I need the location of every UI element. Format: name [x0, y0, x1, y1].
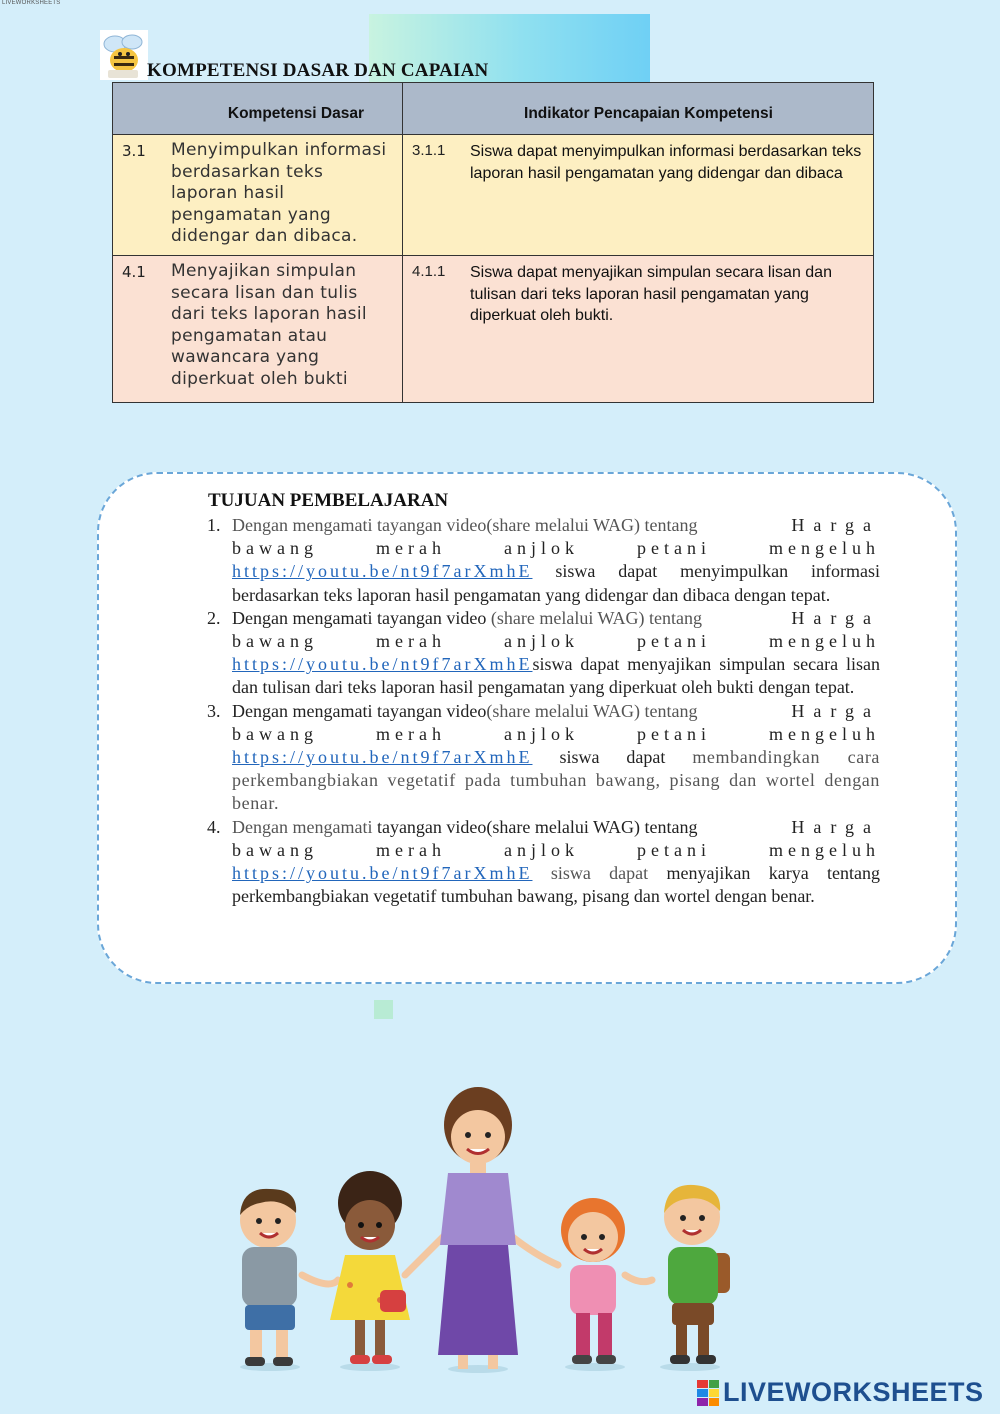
- kd-number: 3.1: [122, 142, 146, 160]
- goal-number: 2.: [207, 607, 221, 628]
- goal-topic-line: [232, 630, 880, 653]
- topic-word: merah: [376, 839, 446, 860]
- topic-word: petani: [637, 631, 711, 652]
- indicator-number: 3.1.1: [412, 142, 446, 159]
- topic-word: petani: [637, 538, 711, 559]
- goal-rest-detail: membandingkan cara perkembangbiakan vegetatif pada tumbuhan bawang, pisang dan wortel dengan benar.: [232, 747, 881, 814]
- topic-word: anjlok: [504, 723, 579, 744]
- goal-rest: siswa dapat: [550, 863, 649, 884]
- goal-topic-start: Harga: [791, 607, 880, 628]
- topic-word: bawang: [232, 839, 318, 860]
- goal-topic-line: [232, 723, 880, 746]
- goal-item: [207, 607, 880, 700]
- video-link[interactable]: https://youtu.be/nt9f7arXmhE: [232, 863, 533, 884]
- goal-intro: Dengan mengamati tayangan video: [232, 700, 487, 721]
- goal-item: [207, 700, 880, 816]
- goal-item: [207, 514, 880, 607]
- goals-title: TUJUAN PEMBELAJARAN: [208, 490, 449, 511]
- table-header-row: [113, 83, 874, 135]
- column-header-kompetensi-dasar: Kompetensi Dasar: [113, 83, 403, 135]
- goal-topic-start: Harga: [791, 816, 880, 837]
- goal-topic-start: Harga: [791, 700, 880, 721]
- indicator-cell: [403, 256, 874, 403]
- goal-item: [207, 816, 880, 909]
- topic-word: bawang: [232, 538, 318, 559]
- indicator-number: 4.1.1: [412, 263, 446, 280]
- goal-intro-share: tayangan video(share melalui WAG) tentang: [376, 816, 698, 837]
- kd-cell: [113, 135, 403, 256]
- indicator-text: Siswa dapat menyajikan simpulan secara lisan dan tulisan dari teks laporan hasil pengamatan yang diperkuat oleh bukti.: [470, 264, 832, 325]
- topic-word: bawang: [232, 723, 318, 744]
- topic-word: anjlok: [504, 631, 579, 652]
- topic-word: bawang: [232, 631, 318, 652]
- goal-topic-line: [232, 839, 880, 862]
- goal-number: 1.: [207, 515, 221, 535]
- table-row: [113, 256, 874, 403]
- topic-word: mengeluh: [769, 723, 880, 744]
- liveworksheets-brand: [697, 1377, 984, 1408]
- video-link[interactable]: https://youtu.be/nt9f7arXmhE: [232, 747, 533, 768]
- child-girl-redhead: [561, 1198, 625, 1364]
- top-watermark: LIVEWORKSHEETS: [2, 0, 61, 6]
- kd-cell: [113, 256, 403, 403]
- topic-word: merah: [376, 723, 446, 744]
- decorative-square: [374, 1000, 393, 1019]
- video-link[interactable]: https://youtu.be/nt9f7arXmhE: [232, 654, 533, 675]
- goal-rest: siswa dapat menyajikan simpulan secara lisan dan tulisan dari teks laporan hasil pengamatan yang diperkuat oleh bukti dengan tepat.: [232, 654, 880, 698]
- brand-name: LIVEWORKSHEETS: [723, 1377, 984, 1407]
- goal-intro-share: (share melalui WAG) tentang: [490, 607, 703, 628]
- topic-word: mengeluh: [769, 631, 880, 652]
- goal-intro: Dengan mengamati tayangan video(share melalui WAG) tentang: [232, 515, 698, 535]
- kd-number: 4.1: [122, 263, 146, 281]
- topic-word: anjlok: [504, 839, 579, 860]
- goal-intro: Dengan mengamati tayangan video: [232, 607, 487, 628]
- topic-word: mengeluh: [769, 538, 880, 559]
- goal-number: 3.: [207, 700, 221, 721]
- kd-text: Menyajikan simpulan secara lisan dan tulis dari teks laporan hasil pengamatan atau wawancara yang diperkuat oleh bukti: [171, 261, 367, 389]
- section-title: KOMPETENSI DASAR DAN CAPAIAN: [147, 60, 489, 81]
- child-boy-left: [240, 1189, 297, 1366]
- competency-table: [112, 82, 874, 403]
- table-row: [113, 135, 874, 256]
- child-boy-right: [664, 1185, 730, 1364]
- topic-word: mengeluh: [769, 839, 880, 860]
- goal-topic-line: [232, 537, 880, 560]
- child-girl-curly: [330, 1171, 410, 1364]
- topic-word: petani: [637, 839, 711, 860]
- indicator-cell: [403, 135, 874, 256]
- teacher-and-children-illustration: [220, 1085, 750, 1375]
- bee-icon: [100, 30, 148, 80]
- teacher: [438, 1087, 518, 1369]
- kd-text: Menyimpulkan informasi berdasarkan teks laporan hasil pengamatan yang didengar dan dibaca.: [171, 140, 387, 247]
- indicator-text: Siswa dapat menyimpulkan informasi berdasarkan teks laporan hasil pengamatan yang didengar dan dibaca: [470, 143, 862, 182]
- video-link[interactable]: https://youtu.be/nt9f7arXmhE: [232, 561, 533, 582]
- column-header-indikator: Indikator Pencapaian Kompetensi: [403, 83, 874, 135]
- goal-rest-detail: menyajikan karya tentang perkembangbiakan vegetatif tumbuhan bawang, pisang dan wortel dengan benar.: [232, 863, 881, 907]
- topic-word: merah: [376, 538, 446, 559]
- topic-word: merah: [376, 631, 446, 652]
- goal-number: 4.: [207, 816, 221, 837]
- goals-list: [207, 514, 880, 908]
- topic-word: anjlok: [504, 538, 579, 559]
- goal-rest: siswa dapat menyimpulkan informasi berdasarkan teks laporan hasil pengamatan yang didengar dan dibaca dengan tepat.: [232, 561, 880, 605]
- goal-topic-start: Harga: [791, 515, 880, 535]
- goal-intro-share: (share melalui WAG) tentang: [486, 700, 698, 721]
- brand-logo-icon: [697, 1380, 719, 1406]
- goal-rest: siswa dapat: [559, 747, 666, 768]
- topic-word: petani: [637, 723, 711, 744]
- goal-intro: Dengan mengamati: [232, 816, 373, 837]
